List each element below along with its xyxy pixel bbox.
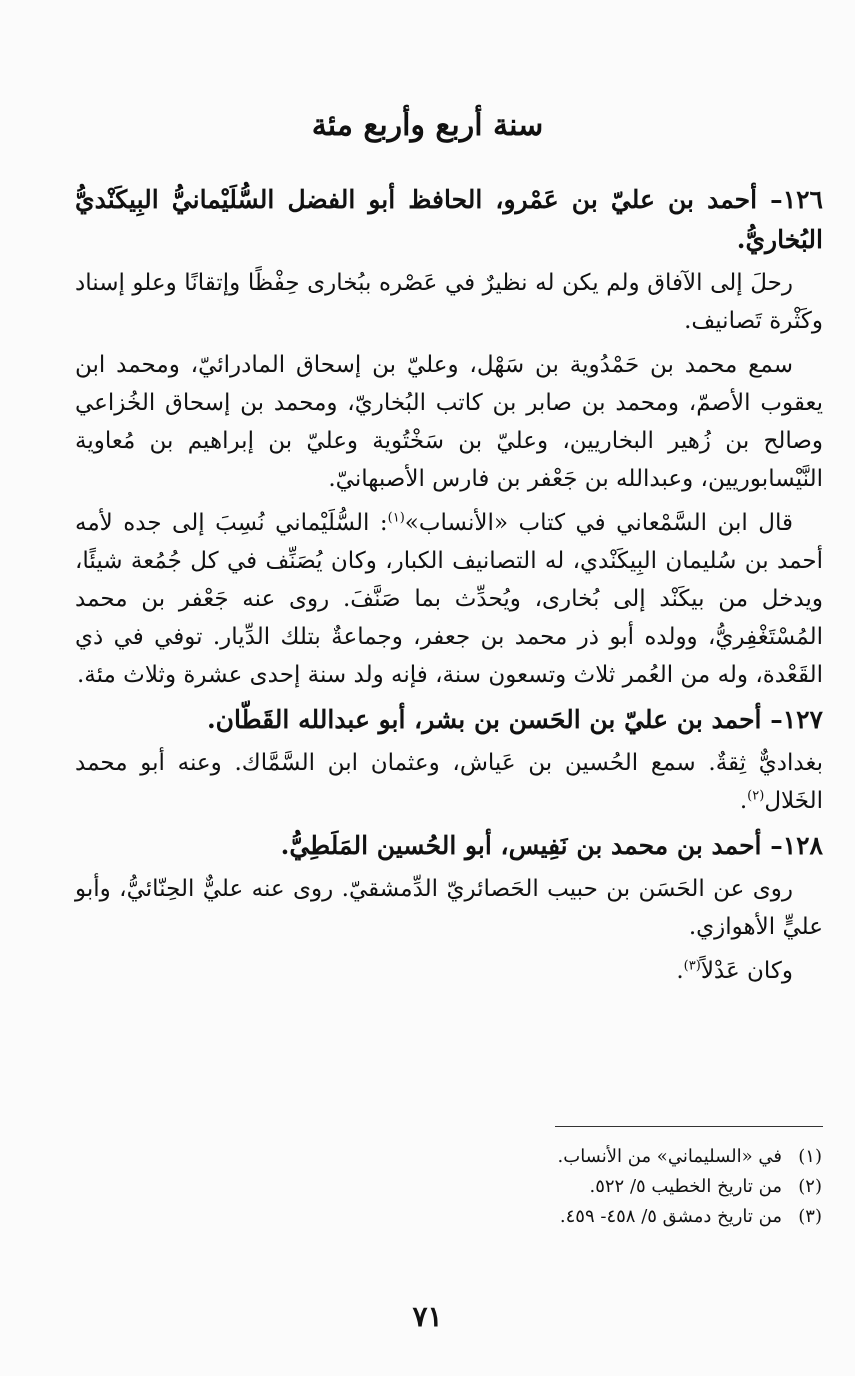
entry-number: ١٢٧ <box>782 705 823 734</box>
entry-paragraph: وكان عَدْلاً$^{(٣)}$. <box>676 958 793 984</box>
footnote-item: (٣) من تاريخ دمشق ٥/ ٤٥٨- ٤٥٩. <box>559 1206 822 1227</box>
entry-paragraph: سمع محمد بن حَمْدُوية بن سَهْل، وعليّ بن إسحاق المادرائيّ، ومحمد ابن يعقوب الأصمّ، ومحمد بن صابر بن كاتب البُخاريّ، ومحمد بن إسحاق الخُزاعي وصالح بن زُهير البخاريين، وعليّ بن سَخْتُوية وعليّ بن إبراهيم بن مُعاوية النَّيْسابوريين، وعبدالله بن جَعْفر بن فارس الأصبهانيّ. <box>75 352 823 492</box>
entry-paragraph: قال ابن السَّمْعاني في كتاب «الأنساب»$^{(١)}$: السُّلَيْماني نُسِبَ إلى جده لأمه أحمد بن سُليمان البِيكَنْدي، له التصانيف الكبار، وكان يُصَنِّف في كل جُمُعة شيئًا، ويدخل من بيكَنْد إلى بُخارى، ويُحدِّث بما صَنَّفَ. روى عنه جَعْفر بن محمد المُسْتَغْفِريُّ، وولده أبو ذر محمد بن جعفر، وجماعةٌ بتلك الدِّيار. توفي في ذي القَعْدة، وله من العُمر ثلاث وتسعون سنة، فإنه ولد سنة إحدى عشرة وثلاث مئة. <box>75 510 823 688</box>
entry-paragraph: رحلَ إلى الآفاق ولم يكن له نظيرٌ في عَصْره ببُخارى حِفْظًا وإتقانًا وعلو إسناد وكَثْرة تَصانيف. <box>75 270 823 334</box>
footnote-ref: (٣) <box>683 958 701 974</box>
footnotes <box>62 1142 822 1232</box>
footnote-item: (١) في «السليماني» من الأنساب. <box>557 1146 822 1167</box>
footnote-item: (٢) من تاريخ الخطيب ٥/ ٥٢٢. <box>589 1176 822 1197</box>
entry-heading-128: ١٢٨– أحمد بن محمد بن نَفِيس، أبو الحُسين المَلَطِيُّ. <box>280 831 823 860</box>
entry-number: ١٢٨ <box>782 831 823 860</box>
entry-paragraph: بغداديٌّ ثِقةٌ. سمع الحُسين بن عَياش، وعثمان ابن السَّمَّاك. وعنه أبو محمد الخَلال$^{(٢)}$. <box>75 750 823 814</box>
footnote-ref: (١) <box>387 510 405 526</box>
page-title: سنة أربع وأربع مئة <box>311 108 544 143</box>
entry-heading-127: ١٢٧– أحمد بن عليّ بن الحَسن بن بشر، أبو عبدالله القَطّان. <box>206 705 823 734</box>
entry-title: أحمد بن محمد بن نَفِيس، أبو الحُسين المَلَطِيُّ. <box>280 831 762 860</box>
entry-title: أحمد بن عليّ بن الحَسن بن بشر، أبو عبدالله القَطّان. <box>206 705 762 734</box>
entry-title: أحمد بن عليّ بن عَمْرو، الحافظ أبو الفضل السُّلَيْمانيُّ البِيكَنْديُّ البُخاريُّ. <box>75 185 823 254</box>
page-number: ٧١ <box>412 1300 443 1333</box>
footnote-divider <box>555 1126 823 1127</box>
footnote-ref: (٢) <box>747 788 765 804</box>
entry-number: ١٢٦ <box>782 185 823 214</box>
main-text <box>75 180 823 996</box>
entry-paragraph: روى عن الحَسَن بن حبيب الحَصائريّ الدِّمشقيّ. روى عنه عليٌّ الحِنّائيُّ، وأبو عليٍّ الأهوازي. <box>75 876 823 940</box>
entry-heading-126: ١٢٦– أحمد بن عليّ بن عَمْرو، الحافظ أبو الفضل السُّلَيْمانيُّ البِيكَنْديُّ البُخاريُّ. <box>75 185 823 254</box>
